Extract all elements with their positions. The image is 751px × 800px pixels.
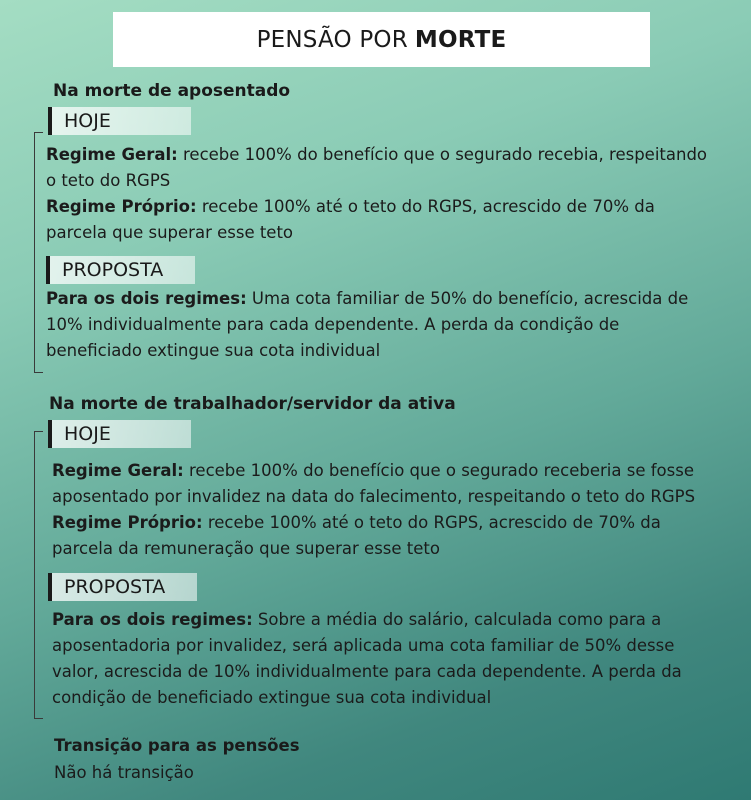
- transition-text: Não há transição: [54, 763, 194, 782]
- section2-proposal-text: [52, 607, 747, 711]
- line-text: beneficiado extingue sua cota individual: [46, 341, 381, 360]
- line-bold-label: Regime Próprio:: [52, 513, 203, 532]
- line-text: Sobre a média do salário, calculada como para a: [252, 610, 662, 629]
- line-text: condição de beneficiado extingue sua cota individual: [52, 688, 492, 707]
- text-line: [46, 338, 746, 364]
- line-text: parcela que superar esse teto: [46, 223, 294, 242]
- section1-proposal-tag-label: PROPOSTA: [62, 259, 164, 281]
- text-line: [46, 220, 746, 246]
- line-bold-label: Regime Geral:: [52, 461, 184, 480]
- section1-bracket: [34, 132, 43, 373]
- line-text: o teto do RGPS: [46, 171, 171, 190]
- title-prefix: PENSÃO POR: [256, 26, 408, 53]
- section2-heading: Na morte de trabalhador/servidor da ativa: [49, 394, 456, 414]
- text-line: [46, 194, 746, 220]
- line-bold-label: Regime Próprio:: [46, 197, 197, 216]
- line-text: Uma cota familiar de 50% do benefício, acrescida de: [246, 289, 689, 308]
- section1-today-tag: [48, 107, 191, 135]
- line-text: valor, acrescida de 10% individualmente para cada dependente. A perda da: [52, 662, 682, 681]
- section1-proposal-tag: [46, 256, 195, 284]
- page-title: [113, 12, 650, 67]
- text-line: [52, 633, 747, 659]
- text-line: [46, 142, 746, 168]
- line-text: recebe 100% do benefício que o segurado receberia se fosse: [183, 461, 694, 480]
- text-line: [52, 458, 747, 484]
- line-text: parcela da remuneração que superar esse teto: [52, 539, 440, 558]
- section2-proposal-tag: [48, 573, 197, 601]
- line-text: aposentado por invalidez na data do falecimento, respeitando o teto do RGPS: [52, 487, 696, 506]
- section1-proposal-text: [46, 286, 746, 364]
- line-text: 10% individualmente para cada dependente. A perda da condição de: [46, 315, 620, 334]
- line-text: aposentadoria por invalidez, será aplicada uma cota familiar de 50% desse: [52, 636, 675, 655]
- transition-heading: Transição para as pensões: [54, 736, 300, 755]
- text-line: [46, 168, 746, 194]
- section1-today-tag-label: HOJE: [64, 110, 111, 132]
- line-bold-label: Para os dois regimes:: [46, 289, 247, 308]
- text-line: [52, 685, 747, 711]
- section2-today-tag: [48, 420, 191, 448]
- section1-heading: Na morte de aposentado: [53, 81, 291, 101]
- text-line: [46, 286, 746, 312]
- text-line: [52, 607, 747, 633]
- line-text: recebe 100% até o teto do RGPS, acrescido de 70% da: [196, 197, 655, 216]
- text-line: [52, 484, 747, 510]
- line-text: recebe 100% do benefício que o segurado recebia, respeitando: [177, 145, 708, 164]
- section2-bracket: [34, 431, 43, 719]
- title-bold: MORTE: [414, 26, 507, 53]
- text-line: [52, 536, 747, 562]
- text-line: [52, 659, 747, 685]
- section2-today-tag-label: HOJE: [64, 423, 111, 445]
- line-bold-label: Para os dois regimes:: [52, 610, 253, 629]
- text-line: [52, 510, 747, 536]
- line-text: recebe 100% até o teto do RGPS, acrescido de 70% da: [202, 513, 661, 532]
- section2-today-text: [52, 458, 747, 562]
- section2-proposal-tag-label: PROPOSTA: [64, 576, 166, 598]
- section1-today-text: [46, 142, 746, 246]
- text-line: [46, 312, 746, 338]
- line-bold-label: Regime Geral:: [46, 145, 178, 164]
